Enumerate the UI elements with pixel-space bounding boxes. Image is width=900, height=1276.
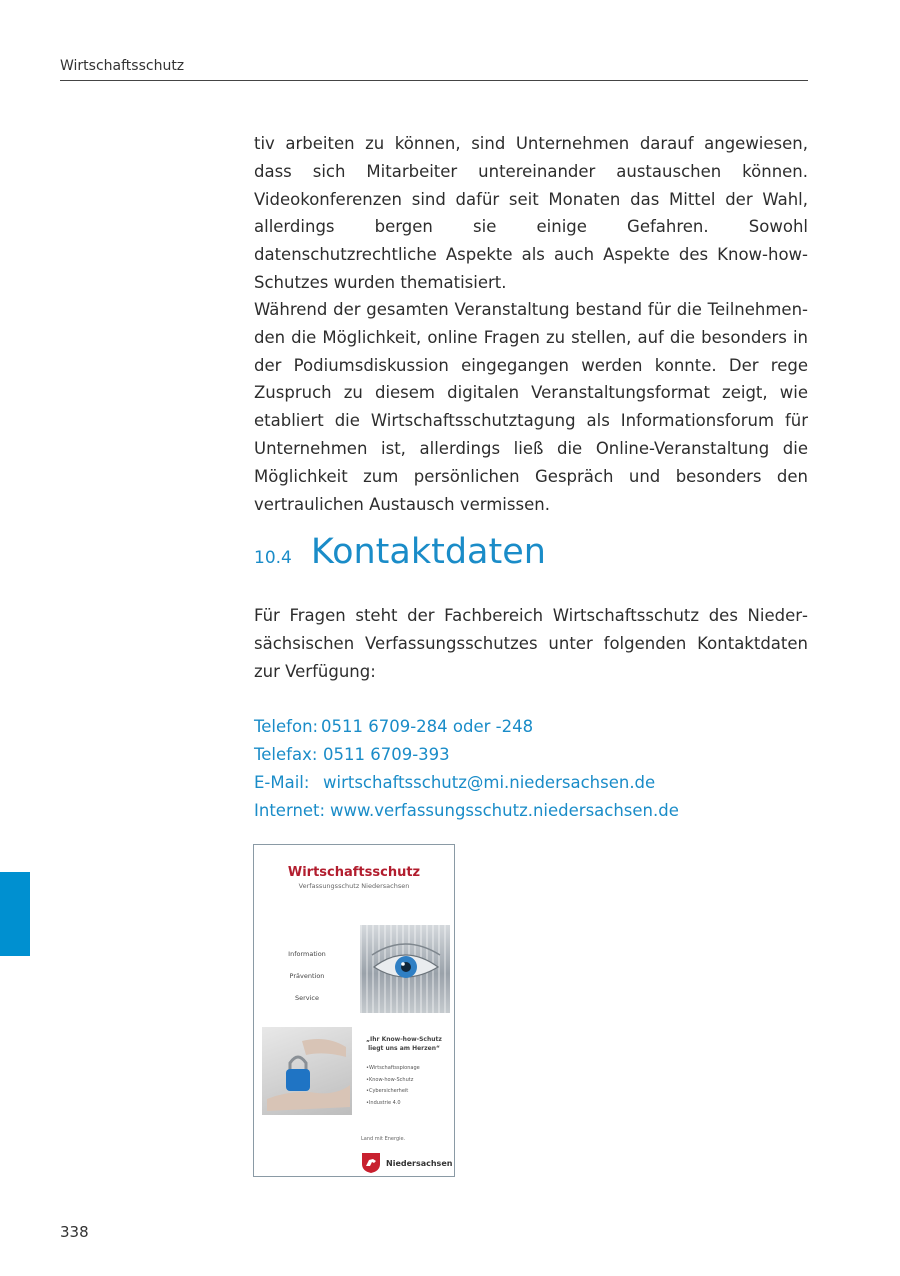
body-paragraph-1 bbox=[254, 130, 808, 297]
fax-value: 0511 6709-393 bbox=[323, 745, 450, 764]
contact-web bbox=[254, 797, 808, 825]
body-paragraph-2 bbox=[254, 296, 808, 518]
section-title: Kontaktdaten bbox=[310, 532, 546, 572]
flyer-image bbox=[253, 844, 455, 1177]
section-number: 10.4 bbox=[254, 548, 292, 568]
flyer-topic-item: • Know-how-Schutz bbox=[366, 1075, 452, 1087]
contact-phone bbox=[254, 713, 808, 741]
flyer-topic-item: • Industrie 4.0 bbox=[366, 1098, 452, 1110]
contact-fax bbox=[254, 741, 808, 769]
hand-lock-photo bbox=[262, 1027, 352, 1115]
contact-list bbox=[254, 713, 808, 825]
flyer-service-item: Information bbox=[288, 950, 326, 958]
flyer-services bbox=[272, 943, 342, 1009]
phone-label: Telefon: bbox=[254, 717, 319, 736]
web-link[interactable]: www.verfassungsschutz.niedersachsen.de bbox=[330, 801, 679, 820]
email-label: E-Mail: bbox=[254, 773, 310, 792]
flyer-quote-line: „Ihr Know-how-Schutz bbox=[366, 1036, 442, 1043]
flyer-title: Wirtschaftsschutz bbox=[287, 865, 421, 880]
web-label: Internet: bbox=[254, 801, 326, 820]
phone-value: 0511 6709-284 oder -248 bbox=[321, 717, 534, 736]
niedersachsen-logo bbox=[361, 1152, 452, 1174]
email-link[interactable]: wirtschaftsschutz@mi.niedersachsen.de bbox=[323, 773, 656, 792]
flyer-quote-line: liegt uns am Herzen“ bbox=[368, 1045, 440, 1052]
padlock-icon bbox=[262, 1027, 352, 1115]
page-number: 338 bbox=[60, 1223, 89, 1241]
flyer-quote bbox=[358, 1035, 450, 1053]
flyer-topic-item: • Wirtschaftsspionage bbox=[366, 1063, 452, 1075]
paragraph-text: Während der gesamten Veranstaltung bestand für die Teilnehmenden die Möglichkeit, online Fragen zu stellen, auf die besonders in der Podiumsdiskussion eingegangen werden konnte. Der rege Zuspruch zu diesem digitalen Veranstaltungsformat zeigt, wie etabliert die Wirtschaftsschutztagung als Informationsforum für Unternehmen ist, allerdings ließ die Online-Veranstaltung die Möglichkeit zum persönlichen Gespräch und besonders den vertraulichen Austausch vermissen. bbox=[254, 300, 808, 514]
flyer-subtitle: Verfassungsschutz Niedersachsen bbox=[298, 882, 410, 890]
body-paragraph-3 bbox=[254, 602, 808, 685]
chapter-side-tab bbox=[0, 872, 30, 956]
logo-text: Niedersachsen bbox=[386, 1158, 453, 1168]
fax-label: Telefax: bbox=[254, 745, 318, 764]
paragraph-text: Für Fragen steht der Fachbereich Wirtschaftsschutz des Niedersächsischen Verfassungsschutzes unter folgenden Kontaktdaten zur Verfügung: bbox=[254, 606, 808, 681]
contact-email bbox=[254, 769, 808, 797]
header-rule bbox=[60, 80, 808, 81]
section-heading bbox=[254, 532, 546, 572]
eye-icon bbox=[360, 925, 450, 1013]
eye-photo bbox=[360, 925, 450, 1013]
flyer-topic-item: • Cybersicherheit bbox=[366, 1086, 452, 1098]
flyer-topics bbox=[366, 1063, 452, 1109]
flyer-service-item: Service bbox=[294, 994, 320, 1002]
paragraph-text: tiv arbeiten zu können, sind Unternehmen darauf angewiesen, dass sich Mitarbeiter untereinander austauschen können. Videokonferenzen sind dafür seit Monaten das Mittel der Wahl, allerdings bergen sie einige Gefahren. Sowohl datenschutzrechtliche Aspekte als auch Aspekte des Know-how-Schutzes wurden thematisiert. bbox=[254, 134, 808, 292]
coat-of-arms-icon bbox=[361, 1152, 381, 1174]
running-head: Wirtschaftsschutz bbox=[60, 58, 185, 74]
flyer-service-item: Prävention bbox=[289, 972, 325, 980]
flyer-tagline: Land mit Energie. bbox=[361, 1136, 406, 1142]
